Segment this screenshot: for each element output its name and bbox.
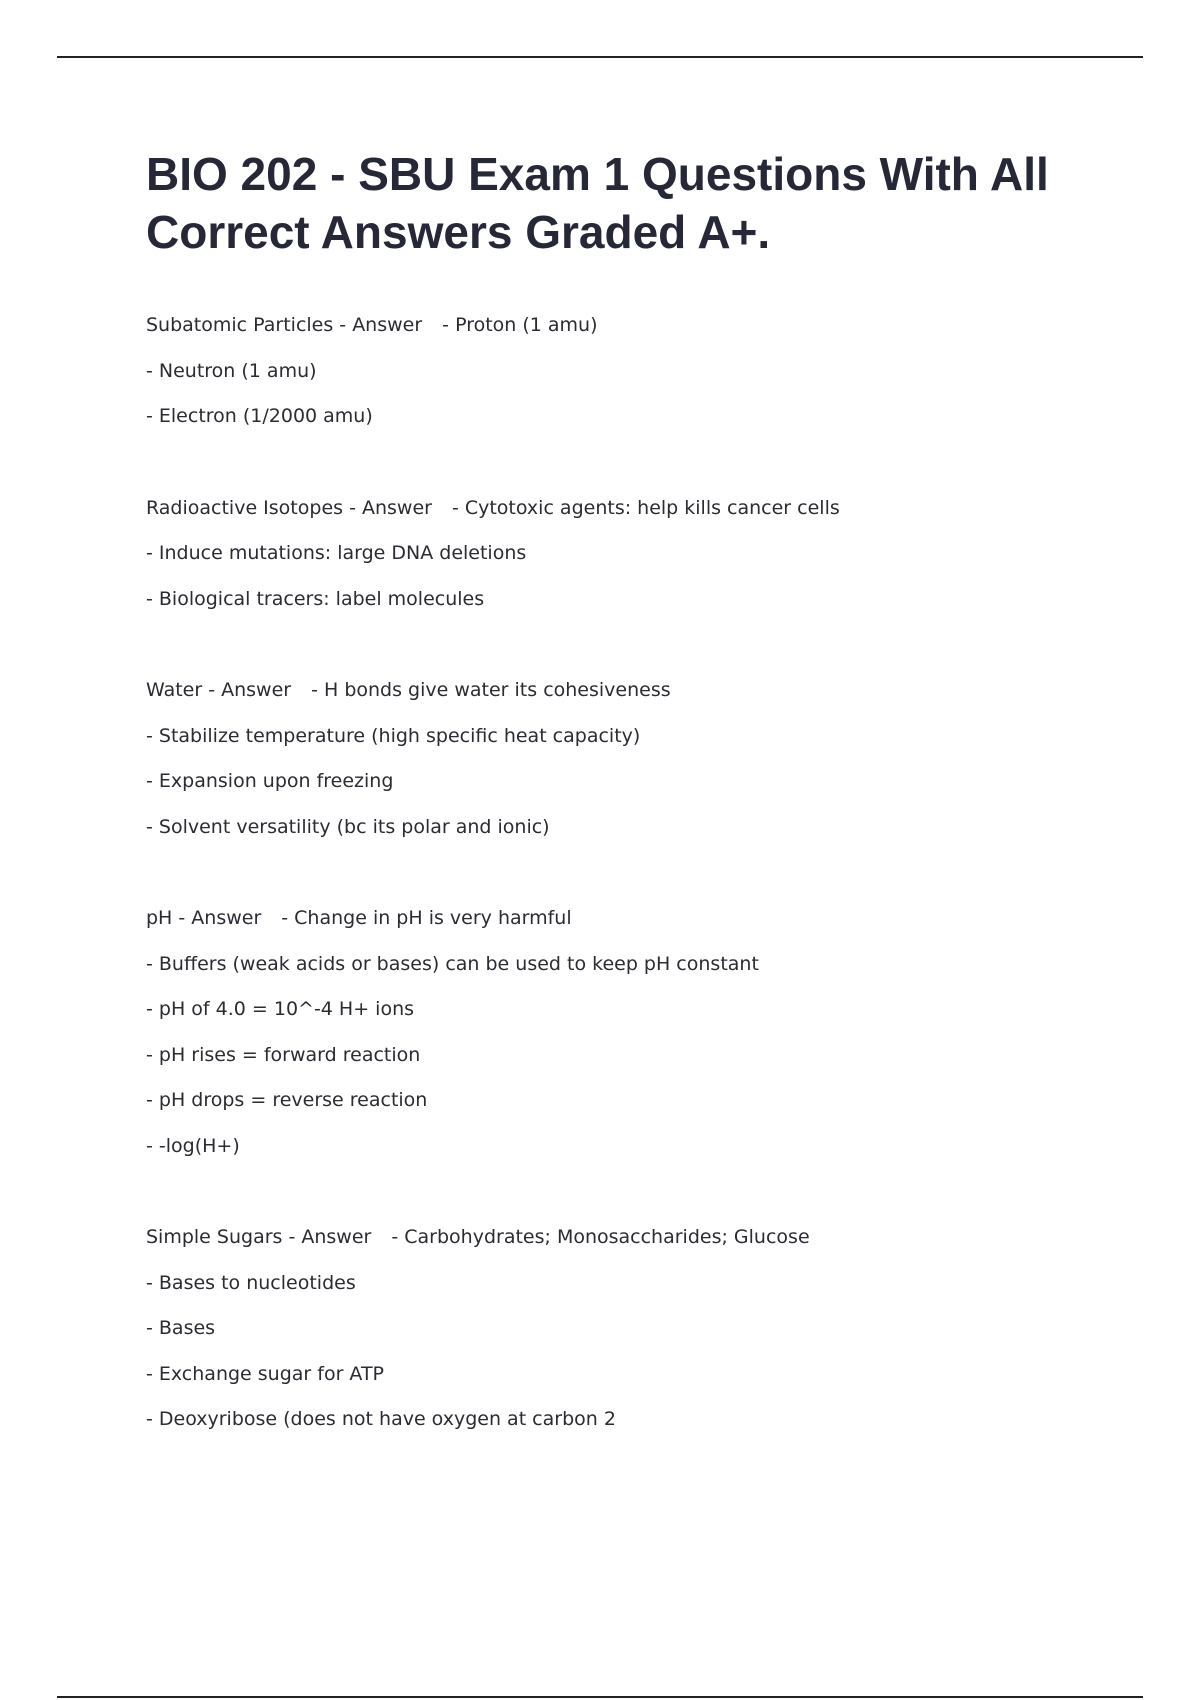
answer-line: - pH rises = forward reaction: [146, 1043, 421, 1066]
answer-line: - Electron (1/2000 amu): [146, 405, 373, 427]
answer-line: - Bases: [146, 1317, 216, 1339]
qa-entry: [146, 486, 1106, 623]
question-line: [146, 1215, 1106, 1261]
question-term: Water - Answer: [146, 679, 292, 701]
answer-line: - Carbohydrates; Monosaccharides; Glucose: [391, 1226, 810, 1248]
answer-line: - Biological tracers: label molecules: [146, 587, 485, 610]
answer-line: - Cytotoxic agents: help kills cancer cells: [451, 496, 840, 519]
qa-entry: [146, 896, 1106, 1169]
answer-line: - Change in pH is very harmful: [281, 907, 572, 929]
answer-line: - H bonds give water its cohesiveness: [311, 679, 671, 701]
answer-line: - Proton (1 amu): [442, 314, 598, 336]
qa-entry: [146, 668, 1106, 850]
qa-entry: [146, 1215, 1106, 1443]
document-body: [146, 145, 1106, 1489]
question-term: Simple Sugars - Answer: [146, 1226, 372, 1248]
question-line: [146, 668, 1106, 714]
answer-line: - pH of 4.0 = 10^-4 H+ ions: [146, 998, 415, 1020]
answer-line: - Expansion upon freezing: [146, 770, 394, 792]
bottom-rule: [57, 1696, 1143, 1698]
answer-line: - Induce mutations: large DNA deletions: [146, 542, 527, 564]
question-line: [146, 486, 1106, 532]
answer-line: - pH drops = reverse reaction: [146, 1089, 428, 1111]
answer-line: - Neutron (1 amu): [146, 359, 317, 382]
answer-line: - Stabilize temperature (high specific heat capacity): [146, 724, 641, 747]
question-line: [146, 896, 1106, 942]
answer-line: - Bases to nucleotides: [146, 1271, 356, 1294]
answer-line: - Exchange sugar for ATP: [146, 1362, 385, 1385]
top-rule: [57, 56, 1143, 58]
answer-line: - Solvent versatility (bc its polar and ionic): [146, 815, 550, 838]
document-title: BIO 202 - SBU Exam 1 Questions With All Correct Answers Graded A+.: [146, 148, 1049, 258]
answer-line: - Buffers (weak acids or bases) can be used to keep pH constant: [146, 952, 759, 975]
answer-line: - -log(H+): [146, 1134, 240, 1157]
question-term: Subatomic Particles - Answer: [146, 314, 423, 336]
qa-entry: [146, 303, 1106, 440]
question-line: [146, 303, 1106, 349]
question-term: pH - Answer: [146, 907, 262, 929]
question-term: Radioactive Isotopes - Answer: [146, 496, 432, 519]
answer-line: - Deoxyribose (does not have oxygen at carbon 2: [146, 1408, 616, 1430]
